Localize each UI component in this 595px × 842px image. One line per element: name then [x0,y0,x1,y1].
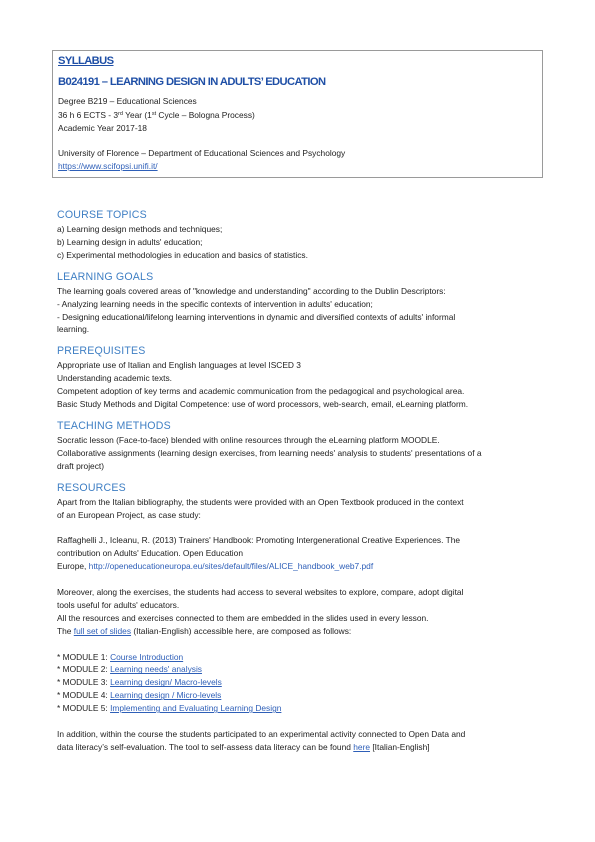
credits-line: 36 h 6 ECTS - 3rd Year (1st Cycle – Bologna Process) [58,109,255,120]
module-item-4: * MODULE 4: Learning design / Micro-levels [57,690,222,701]
slides-line: The full set of slides (Italian-English) accessible here, are composed as follows: [57,625,352,636]
goals-line: The learning goals covered areas of "knowledge and understanding" according to the Dublin Descriptors: [57,285,446,296]
data-literacy-here-link[interactable]: here [353,741,371,752]
goals-line: learning. [57,324,90,335]
teaching-line: draft project) [57,460,105,471]
learning-goals-heading: LEARNING GOALS [57,270,154,283]
closing-line: data literacy’s self-evaluation. The tool to self-assess data literacy can be found here [Italian-English] [57,741,430,752]
learning-goals-section [57,270,542,337]
resources-heading: RESOURCES [57,481,126,494]
resources-intro: of an European Project, as case study: [57,509,201,520]
course-title: B024191 – LEARNING DESIGN IN ADULTS’ EDUCATION [58,76,326,88]
handbook-link[interactable]: http://openeducationeuropa.eu/sites/default/files/ALICE_handbook_web7.pdf [88,561,374,572]
module-item-2: * MODULE 2: Learning needs' analysis [57,664,202,675]
module-item-5: * MODULE 5: Implementing and Evaluating Learning Design [57,703,282,714]
moreover-line: Moreover, along the exercises, the students had access to several websites to explore, compare, adopt digital [57,587,464,597]
full-set-of-slides-link[interactable]: full set of slides [73,625,132,636]
degree-line: Degree B219 – Educational Sciences [58,96,197,106]
website-link[interactable]: https://www.scifopsi.unifi.it/ [58,161,158,171]
teaching-methods-heading: TEACHING METHODS [57,419,171,432]
moreover-line: All the resources and exercises connected to them are embedded in the slides used in every lesson. [57,612,429,623]
list-item: c) Experimental methodologies in education and basics of statistics. [57,249,308,260]
closing-line: In addition, within the course the students participated to an experimental activity connected to Open Data and [57,728,466,739]
syllabus-label: SYLLABUS [58,55,114,67]
reference-line: contribution on Adults' Education. Open Education [57,548,243,559]
moreover-line: tools useful for adults' educators. [57,599,180,610]
academic-year: Academic Year 2017-18 [58,123,147,133]
prerequisites-line: Appropriate use of Italian and English languages at level ISCED 3 [57,360,301,371]
course-topics-section [57,208,542,262]
list-item: b) Learning design in adults' education; [57,236,203,247]
reference-line: Raffaghelli J., Icleanu, R. (2013) Trainers' Handbook: Promoting Intergenerational Creative Experiences. The [57,535,461,546]
teaching-line: Collaborative assignments (learning design exercises, from learning needs' analysis to students' presentations of a [57,447,482,458]
resources-intro: Apart from the Italian bibliography, the students were provided with an Open Textbook produced in the context [57,496,464,507]
prerequisites-heading: PREREQUISITES [57,345,146,358]
prerequisites-line: Basic Study Methods and Digital Competence: use of word processors, web-search, email, eLearning platform. [57,399,469,410]
university-line: University of Florence – Department of Educational Sciences and Psychology [58,147,346,158]
syllabus-content [57,208,542,762]
syllabus-header-box [52,50,543,178]
teaching-line: Socratic lesson (Face-to-face) blended with online resources through the eLearning platform MOODLE. [57,434,440,445]
module-item-3: * MODULE 3: Learning design/ Macro-levels [57,677,222,688]
module-5-link[interactable]: Implementing and Evaluating Learning Design [110,703,282,714]
module-2-link[interactable]: Learning needs' analysis [110,664,202,675]
list-item: a) Learning design methods and techniques; [57,224,223,234]
module-1-link[interactable]: Course Introduction [110,651,184,662]
goals-line: - Designing educational/lifelong learning interventions in dynamic and diversified contexts of adults' informal [57,311,456,322]
prerequisites-line: Understanding academic texts. [57,373,172,384]
prerequisites-line: Competent adoption of key terms and academic communication from the pedagogical and psychological area. [57,386,465,397]
prerequisites-section [57,344,542,411]
module-item-1: * MODULE 1: Course Introduction [57,651,184,662]
module-3-link[interactable]: Learning design/ Macro-levels [110,677,222,688]
goals-line: - Analyzing learning needs in the specific contexts of intervention in adults' education; [57,298,373,309]
reference-line: Europe, http://openeducationeuropa.eu/sites/default/files/ALICE_handbook_web7.pdf [57,561,374,572]
module-4-link[interactable]: Learning design / Micro-levels [110,690,222,701]
resources-section [57,481,542,754]
teaching-methods-section [57,419,542,473]
course-topics-heading: COURSE TOPICS [57,209,147,221]
